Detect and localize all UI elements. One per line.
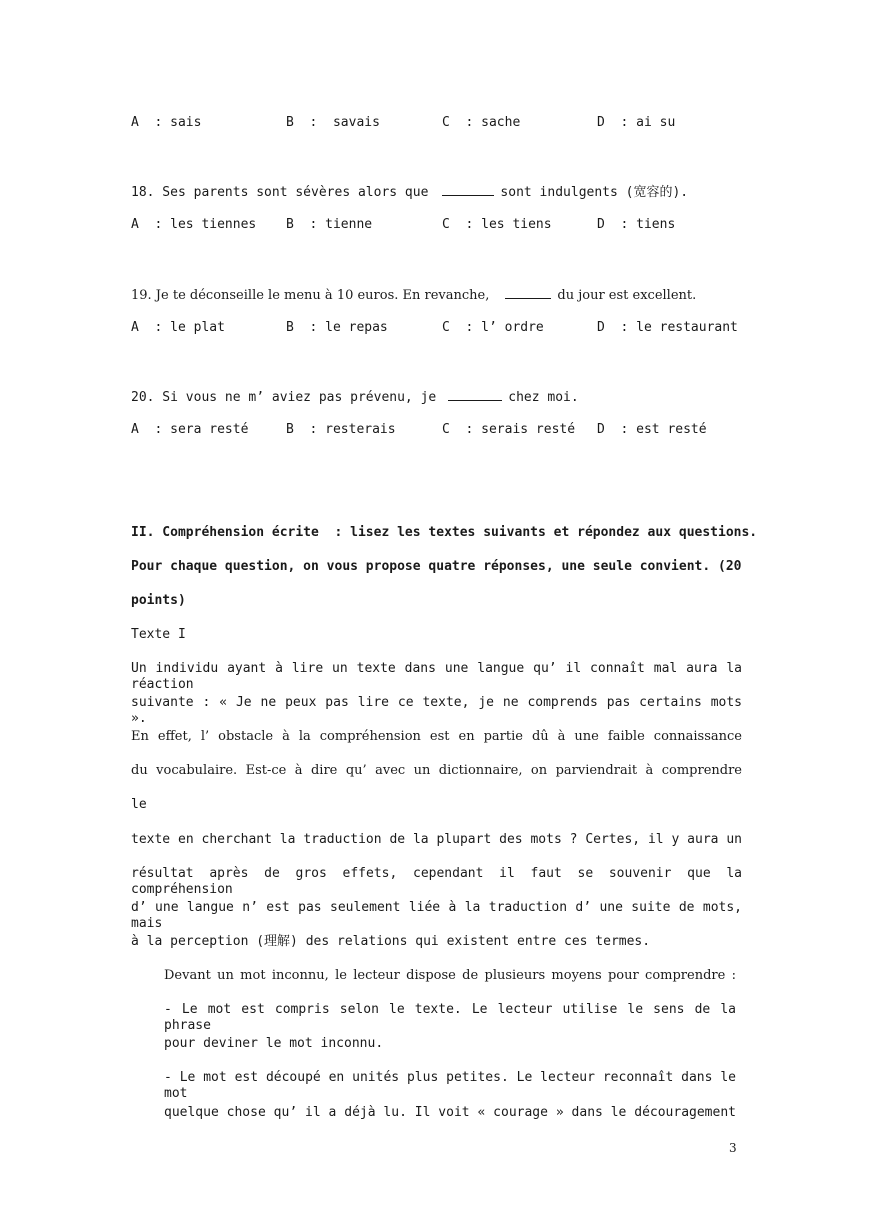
q19-option-c: C : l’ ordre [442, 320, 544, 335]
q20-stem-before: 20. Si vous ne m’ aviez pas prévenu, je [131, 390, 437, 405]
q18-stem [131, 183, 688, 201]
page-number: 3 [729, 1141, 737, 1155]
q19-option-d: D : le restaurant [597, 320, 738, 335]
q20-stem-after: chez moi. [508, 390, 579, 405]
paragraph1-line-4: du vocabulaire. Est-ce à dire qu’ avec un dictionnaire, on parviendrait à comprendre [131, 763, 742, 778]
q18-option-c: C : les tiens [442, 217, 552, 232]
paragraph2-line-1: Devant un mot inconnu, le lecteur dispose de plusieurs moyens pour comprendre : [164, 968, 736, 983]
q17-option-b: B : savais [286, 115, 380, 130]
q19-options [131, 320, 751, 336]
q20-options [131, 422, 751, 438]
section2-heading-line-3: points) [131, 593, 186, 608]
q19-option-b: B : le repas [286, 320, 388, 335]
paragraph1-line-5: le [131, 797, 147, 812]
paragraph1-line-1: Un individu ayant à lire un texte dans une langue qu’ il connaît mal aura la réaction [131, 661, 742, 692]
q18-option-a: A : les tiennes [131, 217, 257, 232]
paragraph1-line-9: à la perception (理解) des relations qui existent entre ces termes. [131, 934, 651, 949]
paragraph1-line-3: En effet, l’ obstacle à la compréhension est en partie dû à une faible connaissance [131, 729, 742, 744]
q17-option-a: A : sais [131, 115, 202, 130]
q17-option-d: D : ai su [597, 115, 676, 130]
q19-stem [131, 286, 696, 304]
q20-option-d: D : est resté [597, 422, 707, 437]
q17-options [131, 115, 751, 131]
text-title: Texte I [131, 627, 186, 642]
paragraph1-line-7: résultat après de gros effets, cependant il faut se souvenir que la compréhension [131, 866, 742, 897]
q20-stem [131, 388, 579, 406]
q18-options [131, 217, 751, 233]
section2-heading-line-1: II. Compréhension écrite : lisez les textes suivants et répondez aux questions. [131, 525, 758, 540]
q20-option-a: A : sera resté [131, 422, 249, 437]
q18-option-d: D : tiens [597, 217, 676, 232]
paragraph1-line-2: suivante : « Je ne peux pas lire ce texte, je ne comprends pas certains mots ». [131, 695, 742, 726]
q19-option-a: A : le plat [131, 320, 225, 335]
q18-stem-after: sont indulgents (宽容的). [500, 185, 689, 200]
q18-blank [442, 183, 494, 196]
paragraph2-line-3: pour deviner le mot inconnu. [164, 1036, 384, 1051]
paragraph2-line-2: - Le mot est compris selon le texte. Le lecteur utilise le sens de la phrase [164, 1002, 736, 1033]
q20-blank [448, 388, 502, 401]
q19-stem-after: du jour est excellent. [557, 288, 697, 303]
q19-blank [505, 286, 551, 299]
paragraph2-line-5: quelque chose qu’ il a déjà lu. Il voit « courage » dans le découragement [164, 1105, 736, 1120]
q19-stem-before: 19. Je te déconseille le menu à 10 euros. En revanche, [131, 288, 490, 303]
section2-heading-line-2: Pour chaque question, on vous propose quatre réponses, une seule convient. (20 [131, 559, 742, 574]
q20-option-c: C : serais resté [442, 422, 576, 437]
q20-option-b: B : resterais [286, 422, 396, 437]
q18-option-b: B : tienne [286, 217, 373, 232]
paragraph1-line-8: d’ une langue n’ est pas seulement liée à la traduction d’ une suite de mots, mais [131, 900, 742, 931]
q17-option-c: C : sache [442, 115, 521, 130]
paragraph2-line-4: - Le mot est découpé en unités plus petites. Le lecteur reconnaît dans le mot [164, 1070, 736, 1101]
paragraph1-line-6: texte en cherchant la traduction de la plupart des mots ? Certes, il y aura un [131, 832, 742, 847]
q18-stem-before: 18. Ses parents sont sévères alors que [131, 185, 429, 200]
